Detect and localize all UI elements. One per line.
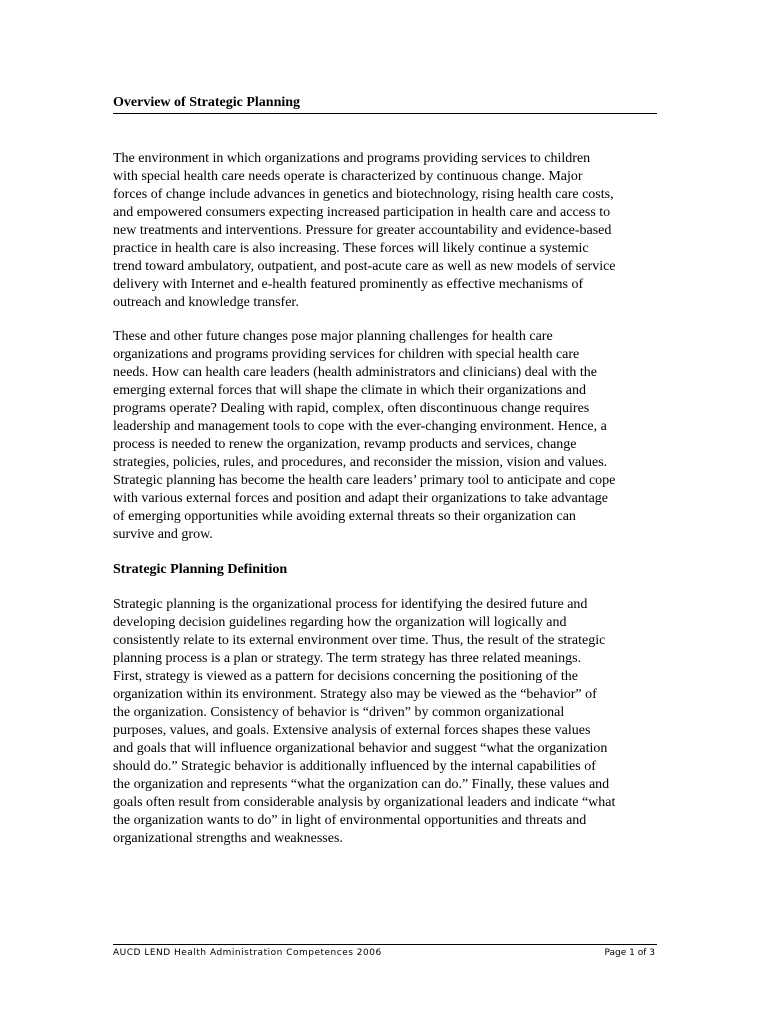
page-number: Page 1 of 3 <box>604 948 655 958</box>
text-line: outreach and knowledge transfer. <box>113 295 299 310</box>
paragraph-definition <box>113 596 659 848</box>
text-line: and goals that will influence organizational behavior and suggest “what the organization <box>113 741 608 756</box>
text-line: with various external forces and position and adapt their organizations to take advantage <box>113 491 609 506</box>
text-line: survive and grow. <box>113 527 213 542</box>
title-underline <box>113 113 657 114</box>
text-line: leadership and management tools to cope with the ever-changing environment. Hence, a <box>113 419 607 434</box>
text-line: emerging external forces that will shape the climate in which their organizations and <box>113 383 586 398</box>
text-line: the organization and represents “what the organization can do.” Finally, these values and <box>113 777 610 792</box>
text-line: consistently relate to its external environment over time. Thus, the result of the strategic <box>113 633 606 648</box>
text-line: forces of change include advances in genetics and biotechnology, rising health care costs, <box>113 187 614 202</box>
text-line: organization within its environment. Strategy also may be viewed as the “behavior” of <box>113 687 597 702</box>
section-heading: Strategic Planning Definition <box>113 562 288 577</box>
text-line: with special health care needs operate is characterized by continuous change. Major <box>113 169 583 184</box>
text-line: the organization wants to do” in light of environmental opportunities and threats and <box>113 813 587 828</box>
paragraph-environment <box>113 150 659 312</box>
text-line: practice in health care is also increasing. These forces will likely continue a systemic <box>113 241 589 256</box>
text-line: planning process is a plan or strategy. The term strategy has three related meanings. <box>113 651 582 666</box>
paragraph-future-changes <box>113 328 659 544</box>
text-line: process is needed to renew the organization, revamp products and services, change <box>113 437 577 452</box>
text-line: programs operate? Dealing with rapid, complex, often discontinuous change requires <box>113 401 590 416</box>
text-line: developing decision guidelines regarding how the organization will logically and <box>113 615 567 630</box>
text-line: Strategic planning is the organizational process for identifying the desired future and <box>113 597 588 612</box>
text-line: and empowered consumers expecting increased participation in health care and access to <box>113 205 611 220</box>
text-line: The environment in which organizations and programs providing services to children <box>113 151 591 166</box>
text-line: the organization. Consistency of behavior is “driven” by common organizational <box>113 705 565 720</box>
text-line: organizational strengths and weaknesses. <box>113 831 343 846</box>
text-line: delivery with Internet and e-health featured prominently as effective mechanisms of <box>113 277 584 292</box>
text-line: should do.” Strategic behavior is additionally influenced by the internal capabilities of <box>113 759 596 774</box>
footer-rule <box>113 944 657 945</box>
text-line: trend toward ambulatory, outpatient, and post-acute care as well as new models of service <box>113 259 616 274</box>
text-line: strategies, policies, rules, and procedures, and reconsider the mission, vision and values. <box>113 455 608 470</box>
text-line: needs. How can health care leaders (health administrators and clinicians) deal with the <box>113 365 597 380</box>
footer-source: AUCD LEND Health Administration Competences 2006 <box>113 948 382 958</box>
text-line: goals often result from considerable analysis by organizational leaders and indicate “what <box>113 795 616 810</box>
text-line: First, strategy is viewed as a pattern for decisions concerning the positioning of the <box>113 669 579 684</box>
text-line: new treatments and interventions. Pressure for greater accountability and evidence-based <box>113 223 612 238</box>
page-title: Overview of Strategic Planning <box>113 95 301 110</box>
text-line: These and other future changes pose major planning challenges for health care <box>113 329 553 344</box>
text-line: of emerging opportunities while avoiding external threats so their organization can <box>113 509 576 524</box>
text-line: Strategic planning has become the health care leaders’ primary tool to anticipate and cope <box>113 473 616 488</box>
text-line: organizations and programs providing services for children with special health care <box>113 347 580 362</box>
text-line: purposes, values, and goals. Extensive analysis of external forces shapes these values <box>113 723 591 738</box>
